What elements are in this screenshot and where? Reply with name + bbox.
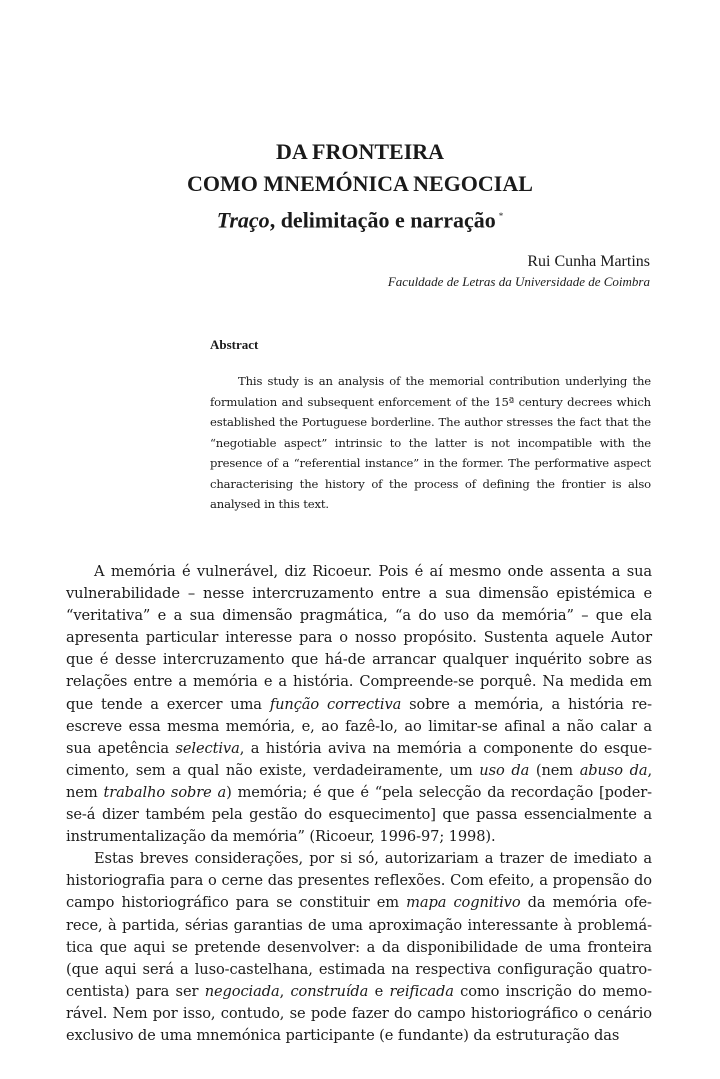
body-text <box>66 561 652 1047</box>
emphasis: trabalho sobre a <box>103 783 227 801</box>
emphasis: negociada <box>204 982 280 1000</box>
text-run: A memória é vulnerável, diz Ricoeur. Pois é aí mesmo onde assenta a sua vulnerabilidade – nesse intercruzamento entre a sua dimensão epistémica e “veritativa” e a sua dimensão pragmática, “a do uso da memória” – que ela apresenta particular interesse para o nosso propósito. Sustenta aquele Autor que é desse intercruzamento que há-de arrancar qualquer inquérito sobre as relações entre a memória e a história. Compreende-se porquê. Na medida em que tende a exercer uma <box>66 563 652 713</box>
emphasis: selectiva <box>175 739 240 757</box>
author-block <box>388 251 650 291</box>
abstract-section <box>210 336 651 515</box>
author-name: Rui Cunha Martins <box>527 253 650 270</box>
title-block <box>0 136 720 236</box>
text-run: , nem <box>66 761 652 801</box>
title-line-1: DA FRONTEIRA <box>275 139 445 164</box>
footnote-mark[interactable]: * <box>498 211 504 221</box>
emphasis: reificada <box>389 982 454 1000</box>
text-run: (nem <box>529 761 580 779</box>
text-run: e <box>368 982 390 1000</box>
text-run: , a história aviva na memória a componente do esquecimento, sem a qual não existe, verdadeiramente, um <box>66 739 653 779</box>
subtitle <box>0 200 720 236</box>
abstract-heading: Abstract <box>210 337 259 352</box>
text-run: ) memória; é que é “pela selecção da recordação [poder-se-á dizer também pela gestão do esquecimento] que passa essencialmente a instrumentalização da memória” (Ricoeur, 1996-97; 1998). <box>66 783 653 846</box>
text-run: como inscrição do memorável. Nem por isso, contudo, se pode fazer do campo historiográfico o cenário exclusivo de uma mnemónica participante (e fundante) da estruturação das <box>66 982 653 1044</box>
emphasis: construída <box>290 982 369 1000</box>
title-line-2: COMO MNEMÓNICA NEGOCIAL <box>187 171 533 196</box>
emphasis: mapa cognitivo <box>406 894 521 912</box>
text-run: Estas breves considerações, por si só, autorizariam a trazer de imediato a historiografia para o cerne das presentes reflexões. Com efeito, a propensão do campo historiográfico para se constituir em <box>66 850 652 912</box>
text-run: sobre a memória, a história reescreve essa mesma memória, e, ao fazê-lo, ao limitar-se afinal a não calar a sua apetência <box>66 695 652 757</box>
subtitle-italic: Traço <box>216 207 270 233</box>
emphasis: uso da <box>479 761 530 779</box>
emphasis: função correctiva <box>269 695 402 713</box>
body-paragraph-1 <box>66 561 652 848</box>
text-run: da memória oferece, à partida, sérias garantias de uma aproximação interessante à problemática que aqui se pretende desenvolver: a da disponibilidade de uma fronteira (que aqui será a luso-castelhana, estimada na respectiva configuração quatrocentista) para ser <box>66 894 652 1000</box>
body-paragraph-2 <box>66 848 652 1047</box>
subtitle-rest: , delimitação e narração <box>269 207 496 233</box>
emphasis: abuso da <box>579 761 648 779</box>
text-run: , <box>279 982 291 1000</box>
abstract-text: This study is an analysis of the memorial contribution underlying the formulation and subsequent enforcement of the 15ª century decrees which established the Portuguese borderline. The author stresses the fact that the “negotiable aspect” intrinsic to the latter is not incompatible with the presence of a “referential instance” in the former. The performative aspect characterising the history of the process of defining the frontier is also analysed in this text. <box>210 374 651 511</box>
author-affiliation: Faculdade de Letras da Universidade de Coimbra <box>387 274 650 289</box>
